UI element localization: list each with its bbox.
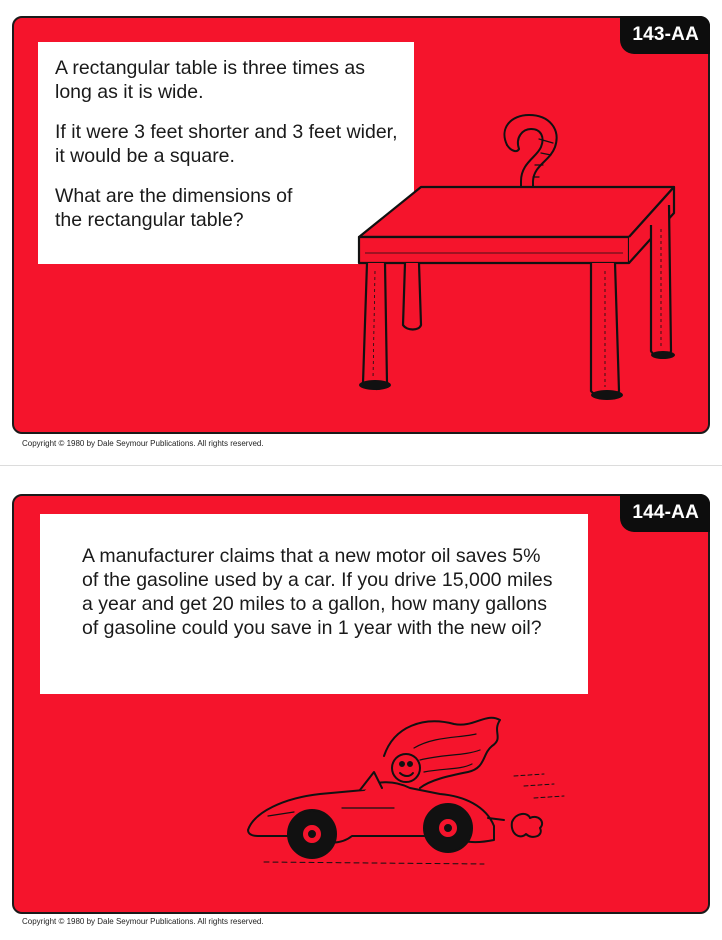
card-id-badge: 144-AA [620, 494, 710, 532]
race-car-icon [248, 718, 564, 864]
table-illustration [329, 103, 699, 423]
question-paragraph: What are the dimensions of the rectangular table? [55, 185, 293, 231]
question-paragraph: If it were 3 feet shorter and 3 feet wider, it would be a square. [55, 121, 398, 167]
question-box [40, 514, 588, 694]
copyright-notice: Copyright © 1980 by Dale Seymour Publications. All rights reserved. [22, 439, 264, 448]
question-paragraph: A rectangular table is three times as long as it is wide. [55, 57, 365, 103]
race-car-illustration [224, 676, 584, 886]
table-icon [359, 187, 675, 400]
card-divider [0, 465, 722, 466]
problem-card-144 [12, 494, 710, 914]
copyright-notice: Copyright © 1980 by Dale Seymour Publications. All rights reserved. [22, 917, 264, 926]
card-id-badge: 143-AA [620, 16, 710, 54]
question-paragraph: A manufacturer claims that a new motor oil saves 5% of the gasoline used by a car. If you drive 15,000 miles a year and get 20 miles to a gallon, how many gallons of gasoline could you save in 1 year with the new oil? [82, 545, 553, 639]
problem-card-143 [12, 16, 710, 434]
